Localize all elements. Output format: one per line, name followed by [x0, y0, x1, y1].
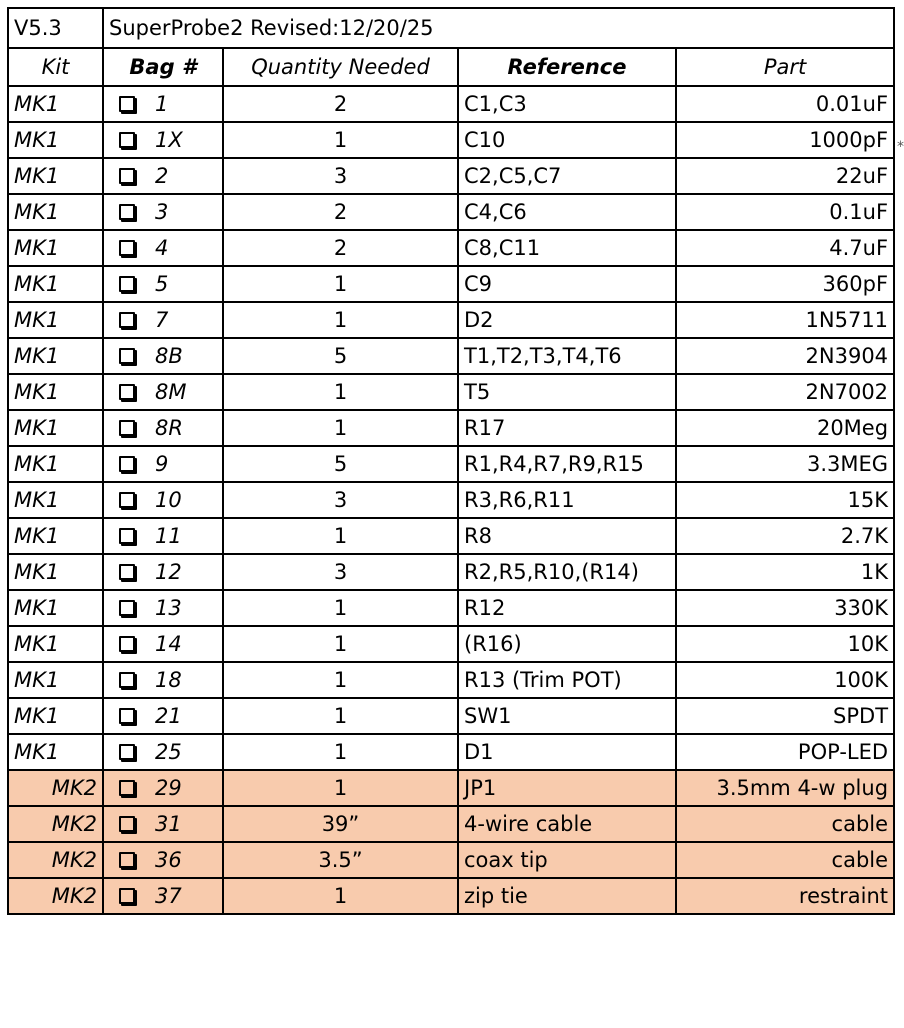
part-cell: SPDT: [676, 698, 894, 734]
part-cell: 20Meg: [676, 410, 894, 446]
checkbox-icon[interactable]: [119, 420, 135, 436]
quantity-cell: 3: [223, 554, 458, 590]
reference-cell: T5: [458, 374, 676, 410]
part-cell: 22uF: [676, 158, 894, 194]
quantity-cell: 1: [223, 662, 458, 698]
bag-number: 1X: [155, 128, 183, 152]
kit-cell: MK1: [8, 374, 103, 410]
part-cell: 2.7K: [676, 518, 894, 554]
table-row: [8, 734, 894, 770]
quantity-cell: 1: [223, 770, 458, 806]
table-row: [8, 554, 894, 590]
bag-number: 14: [155, 632, 182, 656]
document-title: SuperProbe2 Revised:12/20/25: [103, 8, 894, 48]
bag-cell: [103, 518, 223, 554]
checkbox-icon[interactable]: [119, 816, 135, 832]
quantity-cell: 1: [223, 266, 458, 302]
part-cell: 1000pF: [676, 122, 894, 158]
part-cell: 100K: [676, 662, 894, 698]
table-row: [8, 86, 894, 122]
kit-cell: MK2: [8, 842, 103, 878]
bag-number: 8R: [155, 416, 183, 440]
kit-cell: MK1: [8, 158, 103, 194]
reference-cell: D2: [458, 302, 676, 338]
bag-cell: [103, 446, 223, 482]
checkbox-icon[interactable]: [119, 852, 135, 868]
part-cell: 1K: [676, 554, 894, 590]
header-part: Part: [676, 48, 894, 86]
table-row: [8, 230, 894, 266]
bag-cell: [103, 230, 223, 266]
table-row: [8, 626, 894, 662]
reference-cell: R8: [458, 518, 676, 554]
reference-cell: coax tip: [458, 842, 676, 878]
bag-number: 8B: [155, 344, 183, 368]
checkbox-icon[interactable]: [119, 528, 135, 544]
reference-cell: (R16): [458, 626, 676, 662]
bag-number: 9: [155, 452, 169, 476]
checkbox-icon[interactable]: [119, 132, 135, 148]
table-row: [8, 194, 894, 230]
checkbox-icon[interactable]: [119, 348, 135, 364]
bag-cell: [103, 374, 223, 410]
kit-cell: MK2: [8, 806, 103, 842]
part-cell: POP-LED: [676, 734, 894, 770]
bag-cell: [103, 590, 223, 626]
bag-number: 7: [155, 308, 169, 332]
reference-cell: T1,T2,T3,T4,T6: [458, 338, 676, 374]
bag-cell: [103, 482, 223, 518]
title-row: [8, 8, 894, 48]
reference-cell: R12: [458, 590, 676, 626]
kit-cell: MK1: [8, 266, 103, 302]
header-row: [8, 48, 894, 86]
part-cell: 15K: [676, 482, 894, 518]
reference-cell: 4-wire cable: [458, 806, 676, 842]
checkbox-icon[interactable]: [119, 744, 135, 760]
quantity-cell: 1: [223, 122, 458, 158]
part-cell: 330K: [676, 590, 894, 626]
reference-cell: C4,C6: [458, 194, 676, 230]
bag-cell: [103, 806, 223, 842]
checkbox-icon[interactable]: [119, 492, 135, 508]
table-row: [8, 590, 894, 626]
bag-number: 10: [155, 488, 182, 512]
bag-cell: [103, 122, 223, 158]
part-cell: 10K: [676, 626, 894, 662]
table-row: [8, 482, 894, 518]
quantity-cell: 3.5”: [223, 842, 458, 878]
quantity-cell: 3: [223, 158, 458, 194]
checkbox-icon[interactable]: [119, 168, 135, 184]
quantity-cell: 1: [223, 374, 458, 410]
kit-cell: MK1: [8, 230, 103, 266]
edge-mark: *: [897, 139, 904, 155]
quantity-cell: 1: [223, 698, 458, 734]
kit-cell: MK1: [8, 122, 103, 158]
table-row: [8, 122, 894, 158]
bag-cell: [103, 158, 223, 194]
quantity-cell: 5: [223, 338, 458, 374]
bag-number: 31: [155, 812, 182, 836]
bag-number: 5: [155, 272, 169, 296]
bag-cell: [103, 698, 223, 734]
bag-cell: [103, 734, 223, 770]
part-cell: 4.7uF: [676, 230, 894, 266]
kit-cell: MK1: [8, 698, 103, 734]
reference-cell: R1,R4,R7,R9,R15: [458, 446, 676, 482]
bag-cell: [103, 626, 223, 662]
bag-number: 18: [155, 668, 182, 692]
checkbox-icon[interactable]: [119, 600, 135, 616]
bag-cell: [103, 86, 223, 122]
checkbox-icon[interactable]: [119, 384, 135, 400]
kit-cell: MK2: [8, 770, 103, 806]
part-cell: cable: [676, 806, 894, 842]
table-row: [8, 770, 894, 806]
bag-cell: [103, 266, 223, 302]
kit-cell: MK1: [8, 554, 103, 590]
kit-cell: MK1: [8, 734, 103, 770]
quantity-cell: 2: [223, 230, 458, 266]
quantity-cell: 5: [223, 446, 458, 482]
bag-cell: [103, 662, 223, 698]
quantity-cell: 1: [223, 302, 458, 338]
table-row: [8, 158, 894, 194]
bag-number: 29: [155, 776, 182, 800]
kit-cell: MK1: [8, 446, 103, 482]
table-row: [8, 878, 894, 914]
table-row: [8, 410, 894, 446]
quantity-cell: 1: [223, 878, 458, 914]
quantity-cell: 3: [223, 482, 458, 518]
kit-cell: MK2: [8, 878, 103, 914]
kit-cell: MK1: [8, 410, 103, 446]
checkbox-icon[interactable]: [119, 96, 135, 112]
kit-cell: MK1: [8, 482, 103, 518]
table-row: [8, 698, 894, 734]
kit-cell: MK1: [8, 518, 103, 554]
checkbox-icon[interactable]: [119, 204, 135, 220]
reference-cell: D1: [458, 734, 676, 770]
part-cell: 3.3MEG: [676, 446, 894, 482]
kit-cell: MK1: [8, 662, 103, 698]
bag-cell: [103, 410, 223, 446]
reference-cell: zip tie: [458, 878, 676, 914]
bag-cell: [103, 842, 223, 878]
kit-cell: MK1: [8, 302, 103, 338]
table-row: [8, 806, 894, 842]
part-cell: 0.01uF: [676, 86, 894, 122]
checkbox-icon[interactable]: [119, 456, 135, 472]
bag-number: 36: [155, 848, 182, 872]
reference-cell: C10: [458, 122, 676, 158]
kit-cell: MK1: [8, 194, 103, 230]
part-cell: 360pF: [676, 266, 894, 302]
quantity-cell: 39”: [223, 806, 458, 842]
quantity-cell: 2: [223, 194, 458, 230]
table-row: [8, 266, 894, 302]
checkbox-icon[interactable]: [119, 672, 135, 688]
bag-cell: [103, 302, 223, 338]
bag-number: 8M: [155, 380, 187, 404]
quantity-cell: 1: [223, 590, 458, 626]
quantity-cell: 1: [223, 410, 458, 446]
reference-cell: C1,C3: [458, 86, 676, 122]
part-cell: cable: [676, 842, 894, 878]
quantity-cell: 2: [223, 86, 458, 122]
header-reference: Reference: [458, 48, 676, 86]
checkbox-icon[interactable]: [119, 240, 135, 256]
checkbox-icon[interactable]: [119, 636, 135, 652]
bag-cell: [103, 338, 223, 374]
bag-cell: [103, 194, 223, 230]
bag-number: 4: [155, 236, 169, 260]
table-row: [8, 662, 894, 698]
table-row: [8, 446, 894, 482]
kit-cell: MK1: [8, 590, 103, 626]
bag-cell: [103, 878, 223, 914]
reference-cell: R2,R5,R10,(R14): [458, 554, 676, 590]
header-quantity: Quantity Needed: [223, 48, 458, 86]
parts-list-table: [7, 7, 895, 915]
quantity-cell: 1: [223, 518, 458, 554]
checkbox-icon[interactable]: [119, 564, 135, 580]
reference-cell: C8,C11: [458, 230, 676, 266]
part-cell: restraint: [676, 878, 894, 914]
bag-number: 25: [155, 740, 182, 764]
part-cell: 0.1uF: [676, 194, 894, 230]
bag-number: 3: [155, 200, 169, 224]
parts-list-body: [8, 8, 894, 914]
table-row: [8, 374, 894, 410]
kit-cell: MK1: [8, 626, 103, 662]
bag-number: 12: [155, 560, 182, 584]
bag-number: 37: [155, 884, 182, 908]
bag-number: 11: [155, 524, 182, 548]
header-kit: Kit: [8, 48, 103, 86]
checkbox-icon[interactable]: [119, 888, 135, 904]
header-bag: Bag #: [103, 48, 223, 86]
bag-cell: [103, 554, 223, 590]
bag-number: 13: [155, 596, 182, 620]
reference-cell: C2,C5,C7: [458, 158, 676, 194]
table-row: [8, 338, 894, 374]
reference-cell: SW1: [458, 698, 676, 734]
quantity-cell: 1: [223, 626, 458, 662]
checkbox-icon[interactable]: [119, 780, 135, 796]
checkbox-icon[interactable]: [119, 708, 135, 724]
kit-cell: MK1: [8, 86, 103, 122]
part-cell: 1N5711: [676, 302, 894, 338]
reference-cell: R3,R6,R11: [458, 482, 676, 518]
checkbox-icon[interactable]: [119, 312, 135, 328]
part-cell: 2N3904: [676, 338, 894, 374]
part-cell: 2N7002: [676, 374, 894, 410]
part-cell: 3.5mm 4-w plug: [676, 770, 894, 806]
reference-cell: JP1: [458, 770, 676, 806]
bag-number: 21: [155, 704, 182, 728]
table-row: [8, 302, 894, 338]
reference-cell: R13 (Trim POT): [458, 662, 676, 698]
bag-number: 1: [155, 92, 169, 116]
reference-cell: C9: [458, 266, 676, 302]
quantity-cell: 1: [223, 734, 458, 770]
table-row: [8, 518, 894, 554]
bag-cell: [103, 770, 223, 806]
checkbox-icon[interactable]: [119, 276, 135, 292]
version-label: V5.3: [8, 8, 103, 48]
reference-cell: R17: [458, 410, 676, 446]
table-row: [8, 842, 894, 878]
kit-cell: MK1: [8, 338, 103, 374]
bag-number: 2: [155, 164, 169, 188]
